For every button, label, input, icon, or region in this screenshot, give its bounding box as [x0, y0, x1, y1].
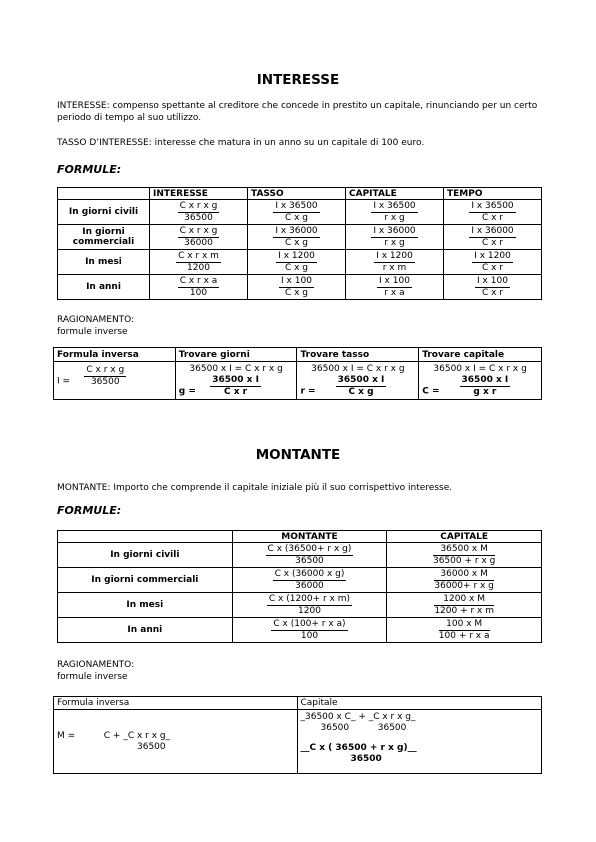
- table-row: [58, 275, 542, 300]
- inverse-header-formula: Formula inversa: [54, 697, 298, 710]
- inverse-header-capitale: Capitale: [297, 697, 542, 710]
- interesse-definition: INTERESSE: compenso spettante al creditore che concede in prestito un capitale, rinunciando per un certo periodo di tempo al suo utilizzo.: [57, 101, 538, 123]
- montante-definition: MONTANTE: Importo che comprende il capitale iniziale più il suo corrispettivo interesse.: [57, 483, 453, 493]
- row-label: In giorni civili: [58, 200, 150, 225]
- tasso-definition: TASSO D’INTERESSE: interesse che matura in un anno su un capitale di 100 euro.: [57, 138, 425, 148]
- row-label: In mesi: [58, 250, 150, 275]
- montante-formule-heading: FORMULE:: [57, 504, 122, 517]
- table-row: [58, 593, 542, 618]
- ragionamento-label: RAGIONAMENTO:: [57, 660, 135, 670]
- table-header-capitale: CAPITALE: [346, 188, 444, 200]
- row-label: In giorni commerciali: [58, 225, 150, 250]
- inverse-header-formula: Formula inversa: [54, 348, 176, 362]
- formula-fraction: $\frac{\text{C x r x m}}{1200}$: [178, 251, 219, 273]
- formula-fraction: $\frac{\text{I x 36000}}{\text{C x g}}$: [275, 226, 318, 248]
- formula-fraction: $\frac{\text{I x 100}}{\text{C x g}}$: [281, 276, 312, 298]
- inverse-header-capitale: Trovare capitale: [419, 348, 542, 362]
- table-row: [58, 618, 542, 643]
- table-header-interesse: INTERESSE: [150, 188, 248, 200]
- inverse-formula-cell: M = C + _C x r x g_ 36500: [54, 710, 298, 774]
- row-label: In anni: [58, 618, 233, 643]
- formula-fraction: $\frac{\text{I x 36500}}{\text{C x r}}$: [471, 201, 514, 223]
- interesse-inverse-table: [53, 347, 542, 400]
- table-row: [58, 250, 542, 275]
- row-label: In giorni commerciali: [58, 568, 233, 593]
- formula-fraction: $\frac{\text{C x (1200+ r x m)}}{1200}$: [268, 594, 351, 616]
- formula-fraction: $\frac{\text{I x 36500}}{\text{r x g}}$: [373, 201, 416, 223]
- formula-fraction: $\frac{\text{C x r x a}}{100}$: [179, 276, 218, 298]
- inverse-capitale-cell: _36500 x C_ + _C x r x g_ 36500 36500 __C x ( 36500 + r x g)__ 36500: [297, 710, 542, 774]
- formula-fraction: $\frac{\text{I x 100}}{\text{C x r}}$: [477, 276, 508, 298]
- table-header-capitale: CAPITALE: [387, 531, 542, 543]
- row-label: In anni: [58, 275, 150, 300]
- montante-inverse-table: [53, 696, 542, 774]
- table-row: [58, 568, 542, 593]
- table-row: [54, 362, 542, 400]
- formula-fraction: $\frac{\text{I x 36000}}{\text{C x r}}$: [471, 226, 514, 248]
- formula-fraction: $\frac{\text{C x r x g}}{36500}$: [179, 201, 218, 223]
- formula-fraction: $\frac{\text{C x (36500+ r x g)}}{36500}$: [267, 544, 352, 566]
- inverse-tasso-cell: 36500 x I = C x r x g r = $\frac{\text{36500 x I}}{\text{C x g}}$: [297, 362, 419, 400]
- table-header-empty: [58, 188, 150, 200]
- table-row: [58, 200, 542, 225]
- table-header-empty: [58, 531, 233, 543]
- montante-formule-table: [57, 530, 542, 643]
- formula-fraction: $\frac{\text{C x r x g}}{36000}$: [179, 226, 218, 248]
- formula-fraction: $\frac{\text{36000 x M}}{\text{36000+ r x g}}$: [434, 569, 494, 591]
- inverse-capitale-cell: 36500 x I = C x r x g C = $\frac{\text{36500 x I}}{\text{g x r}}$: [419, 362, 542, 400]
- formula-fraction: $\frac{\text{100 x M}}{\text{100 + r x a}}$: [438, 619, 490, 641]
- formula-fraction: $\frac{\text{I x 1200}}{\text{C x r}}$: [474, 251, 511, 273]
- formula-fraction: $\frac{\text{C x (36000 x g)}}{36000}$: [274, 569, 345, 591]
- inverse-header-giorni: Trovare giorni: [175, 348, 297, 362]
- formula-fraction: $\frac{\text{C x (100+ r x a)}}{100}$: [273, 619, 346, 641]
- table-header-tempo: TEMPO: [444, 188, 542, 200]
- formula-fraction: $\frac{\text{I x 36500}}{\text{C x g}}$: [275, 201, 318, 223]
- table-row: [58, 543, 542, 568]
- table-row: [58, 225, 542, 250]
- formula-fraction: $\frac{\text{I x 1200}}{\text{C x g}}$: [278, 251, 315, 273]
- table-header-tasso: TASSO: [248, 188, 346, 200]
- formula-fraction: $\frac{\text{I x 100}}{\text{r x a}}$: [379, 276, 410, 298]
- formula-fraction: $\frac{\text{I x 1200}}{\text{r x m}}$: [376, 251, 413, 273]
- formula-fraction: $\frac{\text{36500 x M}}{\text{36500 + r x g}}$: [432, 544, 496, 566]
- inverse-header-tasso: Trovare tasso: [297, 348, 419, 362]
- interesse-formule-heading: FORMULE:: [57, 163, 122, 176]
- formula-fraction: $\frac{\text{I x 36000}}{\text{r x g}}$: [373, 226, 416, 248]
- row-label: In giorni civili: [58, 543, 233, 568]
- inverse-giorni-cell: 36500 x I = C x r x g g = $\frac{\text{36500 x I}}{\text{C x r}}$: [175, 362, 297, 400]
- table-row: [54, 710, 542, 774]
- row-label: In mesi: [58, 593, 233, 618]
- table-header-montante: MONTANTE: [232, 531, 387, 543]
- montante-title: MONTANTE: [255, 447, 341, 463]
- interesse-formule-table: [57, 187, 542, 300]
- inverse-formula-cell: I = $\frac{\text{C x r x g}}{36500}$: [54, 362, 176, 400]
- formula-fraction: $\frac{\text{1200 x M}}{\text{1200 + r x m}}$: [434, 594, 494, 616]
- formule-inverse-label: formule inverse: [57, 327, 128, 337]
- interesse-title: INTERESSE: [256, 72, 340, 88]
- formule-inverse-label: formule inverse: [57, 672, 128, 682]
- ragionamento-label: RAGIONAMENTO:: [57, 315, 135, 325]
